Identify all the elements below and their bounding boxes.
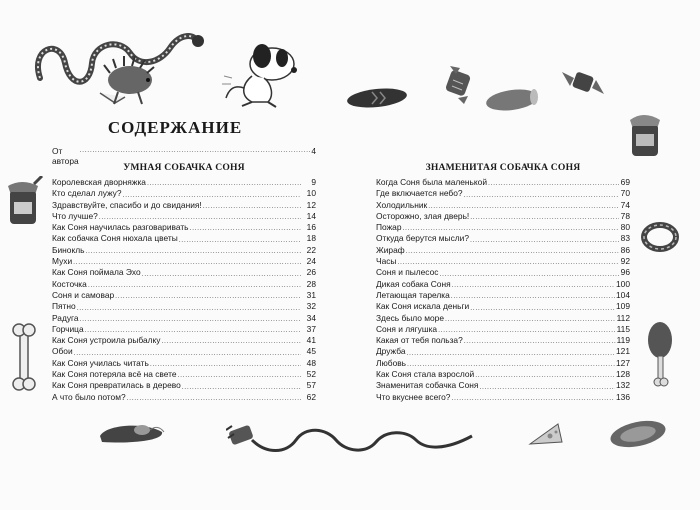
toc-entry-title: Знаменитая собачка Соня <box>376 380 479 391</box>
plate-icon <box>606 418 670 450</box>
toc-entry-page: 31 <box>306 289 316 300</box>
wrapped-candy-icon <box>558 66 608 100</box>
toc-entry-title: Дружба <box>376 346 406 357</box>
toc-leader-dots <box>190 224 301 233</box>
contents-title: СОДЕРЖАНИЕ <box>107 118 243 137</box>
toc-entry-title: Радуга <box>52 312 79 323</box>
toc-entry-title: Как Соня потеряла всё на свете <box>52 369 177 380</box>
toc-entry[interactable] <box>376 335 630 346</box>
toc-entry[interactable] <box>376 222 630 233</box>
toc-entry-page: 48 <box>306 357 316 368</box>
toc-leader-dots <box>179 236 301 245</box>
toc-entry-page: 57 <box>306 380 316 391</box>
toc-entry[interactable] <box>376 380 630 391</box>
toc-entry-page: 4 <box>311 146 316 156</box>
toc-leader-dots <box>85 326 301 335</box>
toc-entry-page: 127 <box>616 357 630 368</box>
toc-entry-title: Что лучше? <box>52 210 98 221</box>
toc-entry-title: Соня и самовар <box>52 289 115 300</box>
toc-entry-title: Как Соня стала взрослой <box>376 369 475 380</box>
toc-entry-title: Летающая тарелка <box>376 289 450 300</box>
toc-entry-page: 96 <box>620 267 630 278</box>
toc-entry-title: Как Соня искала деньги <box>376 301 470 312</box>
chicken-leg-icon <box>644 320 678 390</box>
toc-entry-page: 9 <box>311 177 316 187</box>
toc-leader-dots <box>397 258 619 267</box>
jam-jar-left-icon <box>4 176 44 228</box>
toc-leader-dots <box>479 383 615 392</box>
toc-leader-dots <box>451 292 615 301</box>
toc-entry-title: Как Соня превратилась в дерево <box>52 380 181 391</box>
toc-leader-dots <box>488 179 619 188</box>
toc-entry[interactable] <box>52 211 316 222</box>
toc-entry-page: 14 <box>306 210 316 221</box>
toc-entry-title: Откуда берутся мысли? <box>376 233 469 244</box>
toc-entry-page: 62 <box>306 391 316 402</box>
toc-entry[interactable] <box>376 245 630 256</box>
toc-entry-title: Мухи <box>52 256 73 267</box>
toc-entry-page: 16 <box>306 222 316 233</box>
toc-entry[interactable] <box>52 279 316 290</box>
toc-entry-title: Что вкуснее всего? <box>376 391 451 402</box>
toc-entry[interactable] <box>376 233 630 244</box>
toc-entry-page: 121 <box>616 346 630 357</box>
toc-entry[interactable] <box>376 200 630 211</box>
toc-leader-dots <box>464 337 616 346</box>
toc-leader-dots <box>127 394 301 403</box>
toc-leader-dots <box>439 270 619 279</box>
toc-entry[interactable] <box>52 392 316 403</box>
toc-leader-dots <box>150 360 301 369</box>
toc-entry-title: Здесь было море <box>376 312 444 323</box>
toc-entry[interactable] <box>52 290 316 301</box>
toc-entry[interactable] <box>52 267 316 278</box>
toc-entry-page: 109 <box>616 301 630 312</box>
toc-entry-page: 74 <box>620 199 630 210</box>
toc-leader-dots <box>203 202 301 211</box>
toc-entry[interactable] <box>376 267 630 278</box>
toc-entry-title: Любовь <box>376 357 407 368</box>
toc-leader-dots <box>123 191 301 200</box>
toc-entry-page: 70 <box>620 188 630 199</box>
toc-entry[interactable] <box>376 369 630 380</box>
toc-entry-page: 86 <box>620 244 630 255</box>
toc-leader-dots <box>451 394 615 403</box>
toc-entry-title: Жираф <box>376 244 405 255</box>
toc-entry-title: Здравствуйте, спасибо и до свидания! <box>52 199 202 210</box>
toc-entry-page: 112 <box>616 312 630 323</box>
toc-entry-page: 28 <box>306 278 316 289</box>
toc-leader-dots <box>80 315 301 324</box>
toc-leader-dots <box>142 270 301 279</box>
toc-leader-dots <box>475 371 615 380</box>
toc-leader-dots <box>470 236 619 245</box>
toc-leader-dots <box>182 383 301 392</box>
left-toc-list <box>52 177 316 403</box>
toc-entry[interactable] <box>376 346 630 357</box>
toc-entry-page: 115 <box>616 323 630 334</box>
toc-leader-dots <box>77 304 301 313</box>
toc-leader-dots <box>452 281 615 290</box>
left-section-heading: УМНАЯ СОБАЧКА СОНЯ <box>123 162 245 173</box>
toc-entry-page: 83 <box>620 233 630 244</box>
toc-entry-title: Как Соня устроила рыбалку <box>52 335 161 346</box>
toc-entry-page: 18 <box>306 233 316 244</box>
toc-entry[interactable] <box>376 256 630 267</box>
toc-entry[interactable] <box>52 369 316 380</box>
toc-entry-page: 80 <box>620 222 630 233</box>
toc-entry-title: Как Соня училась читать <box>52 357 149 368</box>
toc-entry-page: 100 <box>616 278 630 289</box>
toc-entry-page: 92 <box>620 256 630 267</box>
toc-entry[interactable] <box>52 188 316 199</box>
toc-entry-title: Как собачка Соня нюхала цветы <box>52 233 178 244</box>
toc-entry-page: 104 <box>616 289 630 300</box>
toc-entry[interactable] <box>376 188 630 199</box>
toc-entry-title: Горчица <box>52 323 84 334</box>
toc-entry[interactable] <box>52 233 316 244</box>
toc-leader-dots <box>407 360 615 369</box>
toc-entry[interactable] <box>52 346 316 357</box>
toc-entry[interactable] <box>376 177 630 188</box>
toc-entry-title: Соня и лягушка <box>376 323 438 334</box>
candy-icon <box>440 60 476 106</box>
toc-entry-page: 34 <box>306 312 316 323</box>
toc-entry-page: 69 <box>620 177 630 187</box>
toc-entry-page: 136 <box>616 391 630 402</box>
toc-entry-page: 52 <box>306 369 316 380</box>
toc-entry[interactable] <box>52 301 316 312</box>
toc-leader-dots <box>73 258 301 267</box>
toc-entry-title: Кто сделал лужу? <box>52 188 122 199</box>
snake-hedgehog-illustration <box>30 18 210 110</box>
toc-entry[interactable] <box>52 222 316 233</box>
toc-entry-page: 37 <box>306 323 316 334</box>
toc-entry-title: Пятно <box>52 301 76 312</box>
right-section-heading: ЗНАМЕНИТАЯ СОБАЧКА СОНЯ <box>425 162 581 173</box>
toc-entry[interactable] <box>376 301 630 312</box>
toc-leader-dots <box>464 191 619 200</box>
toc-entry[interactable] <box>52 335 316 346</box>
toc-entry[interactable] <box>52 380 316 391</box>
toc-entry-page: 128 <box>616 369 630 380</box>
toc-entry-title: Пожар <box>376 222 402 233</box>
bracelet-icon <box>640 220 680 254</box>
toc-leader-dots <box>161 337 301 346</box>
toc-leader-dots <box>115 292 301 301</box>
toc-leader-dots <box>445 315 616 324</box>
toc-entry[interactable] <box>52 245 316 256</box>
toc-entry-page: 119 <box>616 335 630 346</box>
toc-leader-dots <box>406 349 615 358</box>
toc-entry-title: Холодильник <box>376 199 428 210</box>
cheese-icon <box>528 420 564 450</box>
toc-entry-page: 41 <box>306 335 316 346</box>
toc-entry-page: 22 <box>306 244 316 255</box>
toc-entry[interactable] <box>52 313 316 324</box>
toc-leader-dots <box>428 202 619 211</box>
toc-entry-title: От автора <box>52 146 79 166</box>
toc-leader-dots <box>178 371 301 380</box>
toc-entry-title: Соня и пылесос <box>376 267 439 278</box>
toc-entry-page: 26 <box>306 267 316 278</box>
toc-entry-page: 32 <box>306 301 316 312</box>
toc-entry-title: Когда Соня была маленькой <box>376 177 488 187</box>
toc-entry-title: Часы <box>376 256 397 267</box>
toc-leader-dots <box>470 213 619 222</box>
toc-entry-title: Королевская дворняжка <box>52 177 146 187</box>
toc-entry-title: Какая от тебя польза? <box>376 335 463 346</box>
toc-leader-dots <box>406 247 619 256</box>
dog-sonya-illustration <box>222 36 306 110</box>
toc-entry[interactable] <box>376 313 630 324</box>
toc-entry[interactable] <box>376 279 630 290</box>
toc-leader-dots <box>403 224 619 233</box>
toc-entry[interactable] <box>376 211 630 222</box>
toc-entry-title: Дикая собака Соня <box>376 278 451 289</box>
right-toc-list <box>376 177 630 403</box>
toc-entry-title: А что было потом? <box>52 391 126 402</box>
bone-icon <box>10 322 38 392</box>
toc-entry[interactable] <box>376 392 630 403</box>
jam-jar-right-icon <box>626 110 666 162</box>
toc-entry-page: 78 <box>620 210 630 221</box>
bread-icon <box>484 84 544 114</box>
toc-entry-title: Осторожно, злая дверь! <box>376 210 470 221</box>
toc-entry-page: 10 <box>306 188 316 199</box>
toc-leader-dots <box>147 179 301 188</box>
toc-entry-page: 12 <box>306 199 316 210</box>
toc-leader-dots <box>85 247 301 256</box>
slipper-with-mouse-icon <box>96 418 168 448</box>
toc-entry[interactable] <box>376 324 630 335</box>
toc-entry[interactable] <box>52 324 316 335</box>
toc-entry-page: 24 <box>306 256 316 267</box>
toc-entry[interactable] <box>52 200 316 211</box>
toc-leader-dots <box>88 281 301 290</box>
toc-entry-title: Обои <box>52 346 73 357</box>
toc-leader-dots <box>470 304 615 313</box>
toc-entry[interactable] <box>52 177 316 188</box>
toc-entry[interactable] <box>376 290 630 301</box>
toc-entry[interactable] <box>52 358 316 369</box>
cable-plug-illustration <box>226 414 476 460</box>
toc-entry-title: Косточка <box>52 278 87 289</box>
toc-leader-dots <box>438 326 616 335</box>
toc-entry-title: Бинокль <box>52 244 85 255</box>
sausage-icon <box>344 84 410 112</box>
toc-entry[interactable] <box>376 358 630 369</box>
toc-leader-dots <box>99 213 301 222</box>
toc-entry-title: Где включается небо? <box>376 188 463 199</box>
toc-leader-dots <box>74 349 301 358</box>
toc-entry-title: Как Соня поймала Эхо <box>52 267 141 278</box>
toc-entry-page: 45 <box>306 346 316 357</box>
toc-entry-title: Как Соня научилась разговаривать <box>52 222 189 233</box>
toc-entry[interactable] <box>52 256 316 267</box>
toc-entry-page: 132 <box>616 380 630 391</box>
